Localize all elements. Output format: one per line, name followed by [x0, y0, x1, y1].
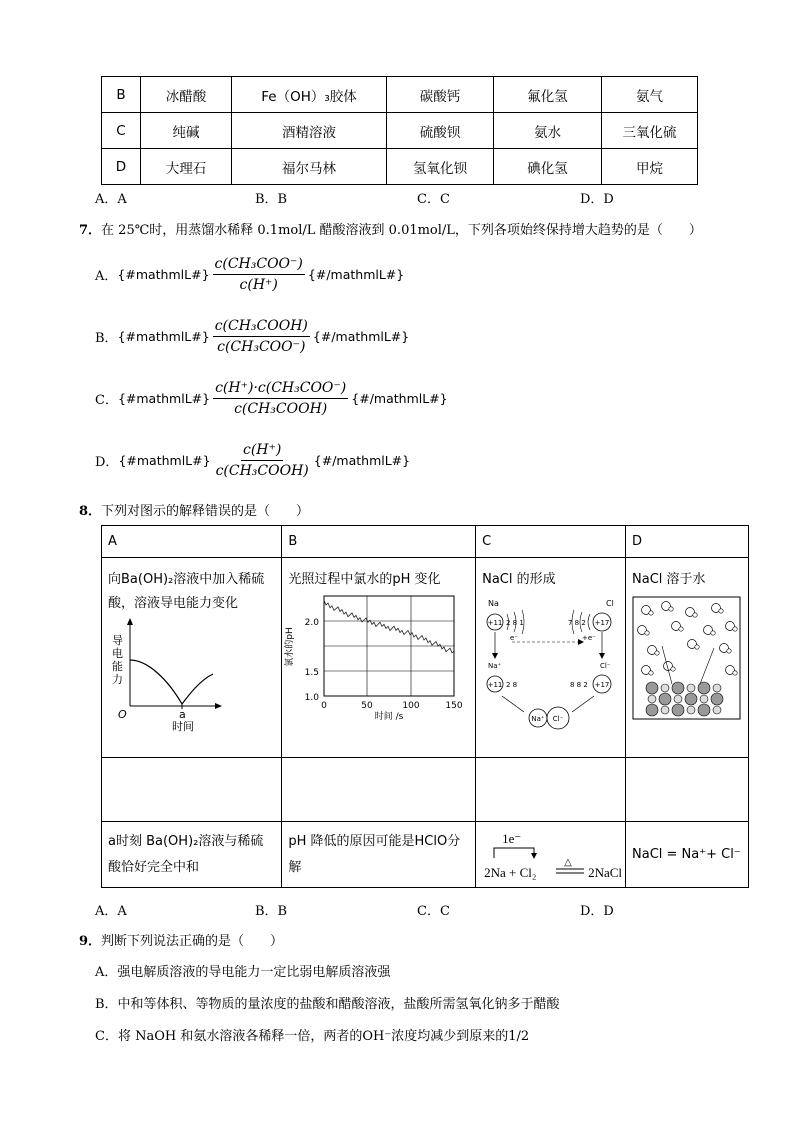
sodium-ion: [687, 706, 695, 714]
na-ion-label: Na⁺: [488, 662, 502, 670]
question-number: 8．: [79, 504, 102, 519]
arrow: [572, 696, 594, 712]
sodium-ion: [700, 695, 708, 703]
figure-cell-c: [476, 558, 626, 758]
chloride-ion: [646, 682, 658, 694]
table-row: [102, 77, 698, 113]
shell-text: 2 8 1: [506, 619, 524, 627]
table-row: [102, 758, 749, 822]
question-text: 在 25℃时，用蒸馏水稀释 0.1mol/L 醋酸溶液到 0.01mol/L，下列各项始终保持增大趋势的是（ ）: [101, 223, 702, 238]
q6-options: [0, 188, 794, 206]
table-row: [102, 526, 749, 558]
math-open-tag: {#mathmlL#}: [117, 267, 210, 282]
question-number: 9．: [79, 934, 102, 949]
chloride-ion: [659, 693, 671, 705]
a-label: a: [179, 708, 186, 721]
option-a[interactable]: A．A: [95, 904, 127, 919]
cl-ion-product-label: Cl⁻: [552, 715, 564, 723]
fraction: [213, 318, 310, 355]
figure-description: NaCl 溶于水: [632, 572, 706, 587]
explanation-cell: [476, 822, 626, 888]
figure-table: [101, 525, 749, 888]
figure-description: 光照过程中氯水的pH 变化: [288, 572, 441, 587]
sodium-ion: [661, 684, 669, 692]
conductivity-curve: [130, 660, 213, 704]
arrow: [502, 696, 524, 712]
fraction: [213, 380, 348, 417]
table-row: [102, 558, 749, 758]
chloride-ion: [646, 704, 658, 716]
option-label: A．: [95, 269, 118, 284]
classification-table: [101, 76, 698, 185]
y-axis-label: [112, 634, 123, 686]
arrow-head: [492, 653, 498, 659]
question-7: [79, 219, 702, 238]
empty-cell: [282, 758, 476, 822]
water-hydrogen: [727, 649, 731, 653]
figure-cell-d: [626, 558, 749, 758]
y-tick-label: 1.0: [305, 693, 320, 703]
figure-description: 向Ba(OH)₂溶液中加入稀硫酸，溶液导电能力变化: [108, 572, 265, 611]
table-cell: 氟化氢: [494, 77, 602, 113]
option-label: C．: [95, 393, 118, 408]
numerator: c(CH₃COOH): [213, 318, 310, 337]
table-row: [102, 149, 698, 185]
shell-text: 7 8 2: [568, 619, 586, 627]
q7-option-a[interactable]: [95, 256, 404, 293]
water-hydrogen: [679, 627, 683, 631]
explanation-cell: pH 降低的原因可能是HClO分解: [282, 822, 476, 888]
electron-transfer-label: 1e⁻: [502, 830, 522, 846]
nacl-formation-diagram: [482, 592, 617, 732]
na-core: +11: [487, 619, 503, 627]
water-hydrogen: [649, 611, 653, 615]
y-axis-arrow: [127, 618, 133, 625]
sodium-ion: [674, 695, 682, 703]
question-number: 7．: [79, 223, 102, 238]
empty-cell: [626, 758, 749, 822]
option-c[interactable]: C．C: [417, 192, 450, 207]
water-hydrogen: [671, 667, 675, 671]
shell-text: 8 8 2: [570, 681, 588, 689]
math-close-tag: {#/mathmlL#}: [307, 267, 405, 282]
table-cell: 纯碱: [141, 113, 232, 149]
q9-option-b[interactable]: B．中和等体积、等物质的量浓度的盐酸和醋酸溶液，盐酸所需氢氧化钠多于醋酸: [95, 997, 560, 1012]
question-8: [79, 500, 309, 519]
arrow-head: [599, 653, 605, 659]
sodium-ion: [648, 695, 656, 703]
na-ion-product-label: Na⁺: [531, 715, 545, 723]
shell-text: 2 8: [506, 681, 518, 689]
q8-options: [0, 900, 794, 918]
cl-label: Cl: [606, 599, 614, 608]
math-close-tag: {#/mathmlL#}: [313, 453, 411, 468]
heat-symbol: △: [564, 856, 572, 868]
table-cell: 氨水: [494, 113, 602, 149]
figure-cell-a: [102, 558, 282, 758]
equation-lhs: 2Na + Cl₂: [484, 864, 537, 880]
fraction: [214, 442, 311, 479]
chloride-ion: [698, 704, 710, 716]
header-cell: D: [626, 526, 749, 558]
table-cell: B: [102, 77, 141, 113]
y-tick-label: 1.5: [305, 668, 320, 678]
sodium-ion: [661, 706, 669, 714]
table-row: [102, 113, 698, 149]
chloride-ion: [672, 682, 684, 694]
y-axis-label: 氯水的pH: [285, 627, 296, 667]
table-cell: 甲烷: [602, 149, 698, 185]
math-open-tag: {#mathmlL#}: [117, 391, 211, 406]
electron-label: +e⁻: [582, 634, 596, 642]
table-cell: D: [102, 149, 141, 185]
table-cell: 三氧化硫: [602, 113, 698, 149]
x-tick-label: 0: [321, 701, 328, 711]
water-hydrogen: [733, 627, 737, 631]
sodium-ion: [687, 684, 695, 692]
figure-cell-b: [282, 558, 476, 758]
chloride-ion: [685, 693, 697, 705]
table-cell: 酒精溶液: [232, 113, 387, 149]
transfer-bracket: [490, 844, 550, 860]
question-text: 判断下列说法正确的是（ ）: [101, 934, 284, 949]
table-cell: Fe（OH）₃胶体: [232, 77, 387, 113]
numerator: c(CH₃COO⁻): [213, 256, 305, 275]
water-hydrogen: [649, 671, 653, 675]
sodium-ion: [713, 706, 721, 714]
bracket-arrow: [531, 853, 537, 859]
x-tick-label: 100: [402, 701, 420, 711]
ph-graph: [284, 592, 464, 722]
na-label: Na: [488, 599, 499, 608]
explanation-cell: a时刻 Ba(OH)₂溶液与稀硫酸恰好完全中和: [102, 822, 282, 888]
denominator: c(CH₃COO⁻): [217, 339, 306, 355]
explanation-cell: NaCl = Na⁺+ Cl⁻: [626, 822, 749, 888]
option-d[interactable]: D．D: [580, 192, 614, 207]
x-axis-label: 时间 /s: [375, 712, 404, 722]
figure-description: NaCl 的形成: [482, 572, 556, 587]
empty-cell: [102, 758, 282, 822]
nacl-dissolution-diagram: [632, 596, 742, 722]
math-open-tag: {#mathmlL#}: [117, 329, 210, 344]
table-cell: 氢氧化钡: [387, 149, 494, 185]
water-hydrogen: [693, 613, 697, 617]
origin-label: O: [118, 708, 127, 721]
denominator: c(CH₃COOH): [215, 463, 309, 479]
conductivity-graph: [108, 616, 228, 733]
numerator: c(H⁺)·c(CH₃COO⁻): [213, 380, 348, 399]
option-label: B．: [95, 331, 118, 346]
water-hydrogen: [733, 671, 737, 675]
x-tick-label: 150: [445, 701, 463, 711]
q9-option-a[interactable]: A．强电解质溶液的导电能力一定比弱电解质溶液强: [95, 965, 391, 980]
empty-cell: [476, 758, 626, 822]
water-hydrogen: [655, 651, 659, 655]
table-cell: 碘化氢: [494, 149, 602, 185]
denominator: c(CH₃COOH): [234, 401, 328, 417]
numerator: c(H⁺): [241, 442, 283, 461]
y-tick-label: 2.0: [305, 618, 320, 628]
table-cell: 福尔马林: [232, 149, 387, 185]
table-cell: 硫酸钡: [387, 113, 494, 149]
equals-sign: [556, 867, 584, 875]
option-label: D．: [95, 455, 119, 470]
table-cell: 碳酸钙: [387, 77, 494, 113]
table-cell: 大理石: [141, 149, 232, 185]
header-cell: C: [476, 526, 626, 558]
header-cell: B: [282, 526, 476, 558]
y-label-char: 力: [112, 673, 123, 686]
electron-label: e⁻: [510, 634, 519, 642]
option-b[interactable]: B．B: [255, 192, 288, 207]
table-row: [102, 822, 749, 888]
question-9: [79, 930, 283, 949]
table-cell: 氨气: [602, 77, 698, 113]
y-label-char: 电: [112, 647, 123, 660]
water-hydrogen: [711, 631, 715, 635]
y-label-char: 能: [112, 660, 123, 673]
option-c[interactable]: C．C: [417, 904, 450, 919]
math-open-tag: {#mathmlL#}: [118, 453, 211, 468]
water-hydrogen: [719, 609, 723, 613]
x-axis-arrow: [215, 703, 222, 709]
q7-option-d[interactable]: [95, 442, 410, 479]
cl-ion-label: Cl⁻: [600, 662, 611, 670]
chloride-ion: [711, 693, 723, 705]
math-close-tag: {#/mathmlL#}: [351, 391, 448, 406]
cl-core: +17: [594, 619, 610, 627]
denominator: c(H⁺): [239, 277, 278, 293]
y-label-char: 导: [112, 634, 123, 647]
q9-option-c[interactable]: C．将 NaOH 和氨水溶液各稀释一倍，两者的OH⁻浓度均减少到原来的1/2: [95, 1029, 530, 1044]
water-hydrogen: [695, 645, 699, 649]
option-b[interactable]: B．B: [255, 904, 288, 919]
x-tick-label: 50: [361, 701, 374, 711]
ph-curve: [324, 600, 454, 653]
equation-rhs: 2NaCl: [588, 864, 623, 880]
cl-ion-core: +17: [594, 681, 610, 689]
bracket-line: [494, 848, 534, 858]
table-cell: C: [102, 113, 141, 149]
fraction: [213, 256, 305, 293]
sodium-ion: [713, 684, 721, 692]
x-axis-label: 时间: [172, 720, 194, 733]
q7-option-c[interactable]: [95, 380, 448, 417]
chloride-ion: [672, 704, 684, 716]
question-text: 下列对图示的解释错误的是（ ）: [101, 504, 310, 519]
option-a[interactable]: A．A: [95, 192, 127, 207]
water-hydrogen: [645, 631, 649, 635]
redox-equation: [482, 830, 623, 880]
math-close-tag: {#/mathmlL#}: [312, 329, 410, 344]
q7-option-b[interactable]: [95, 318, 409, 355]
na-ion-core: +11: [487, 681, 503, 689]
header-cell: A: [102, 526, 282, 558]
option-d[interactable]: D．D: [580, 904, 614, 919]
table-cell: 冰醋酸: [141, 77, 232, 113]
water-hydrogen: [669, 607, 673, 611]
